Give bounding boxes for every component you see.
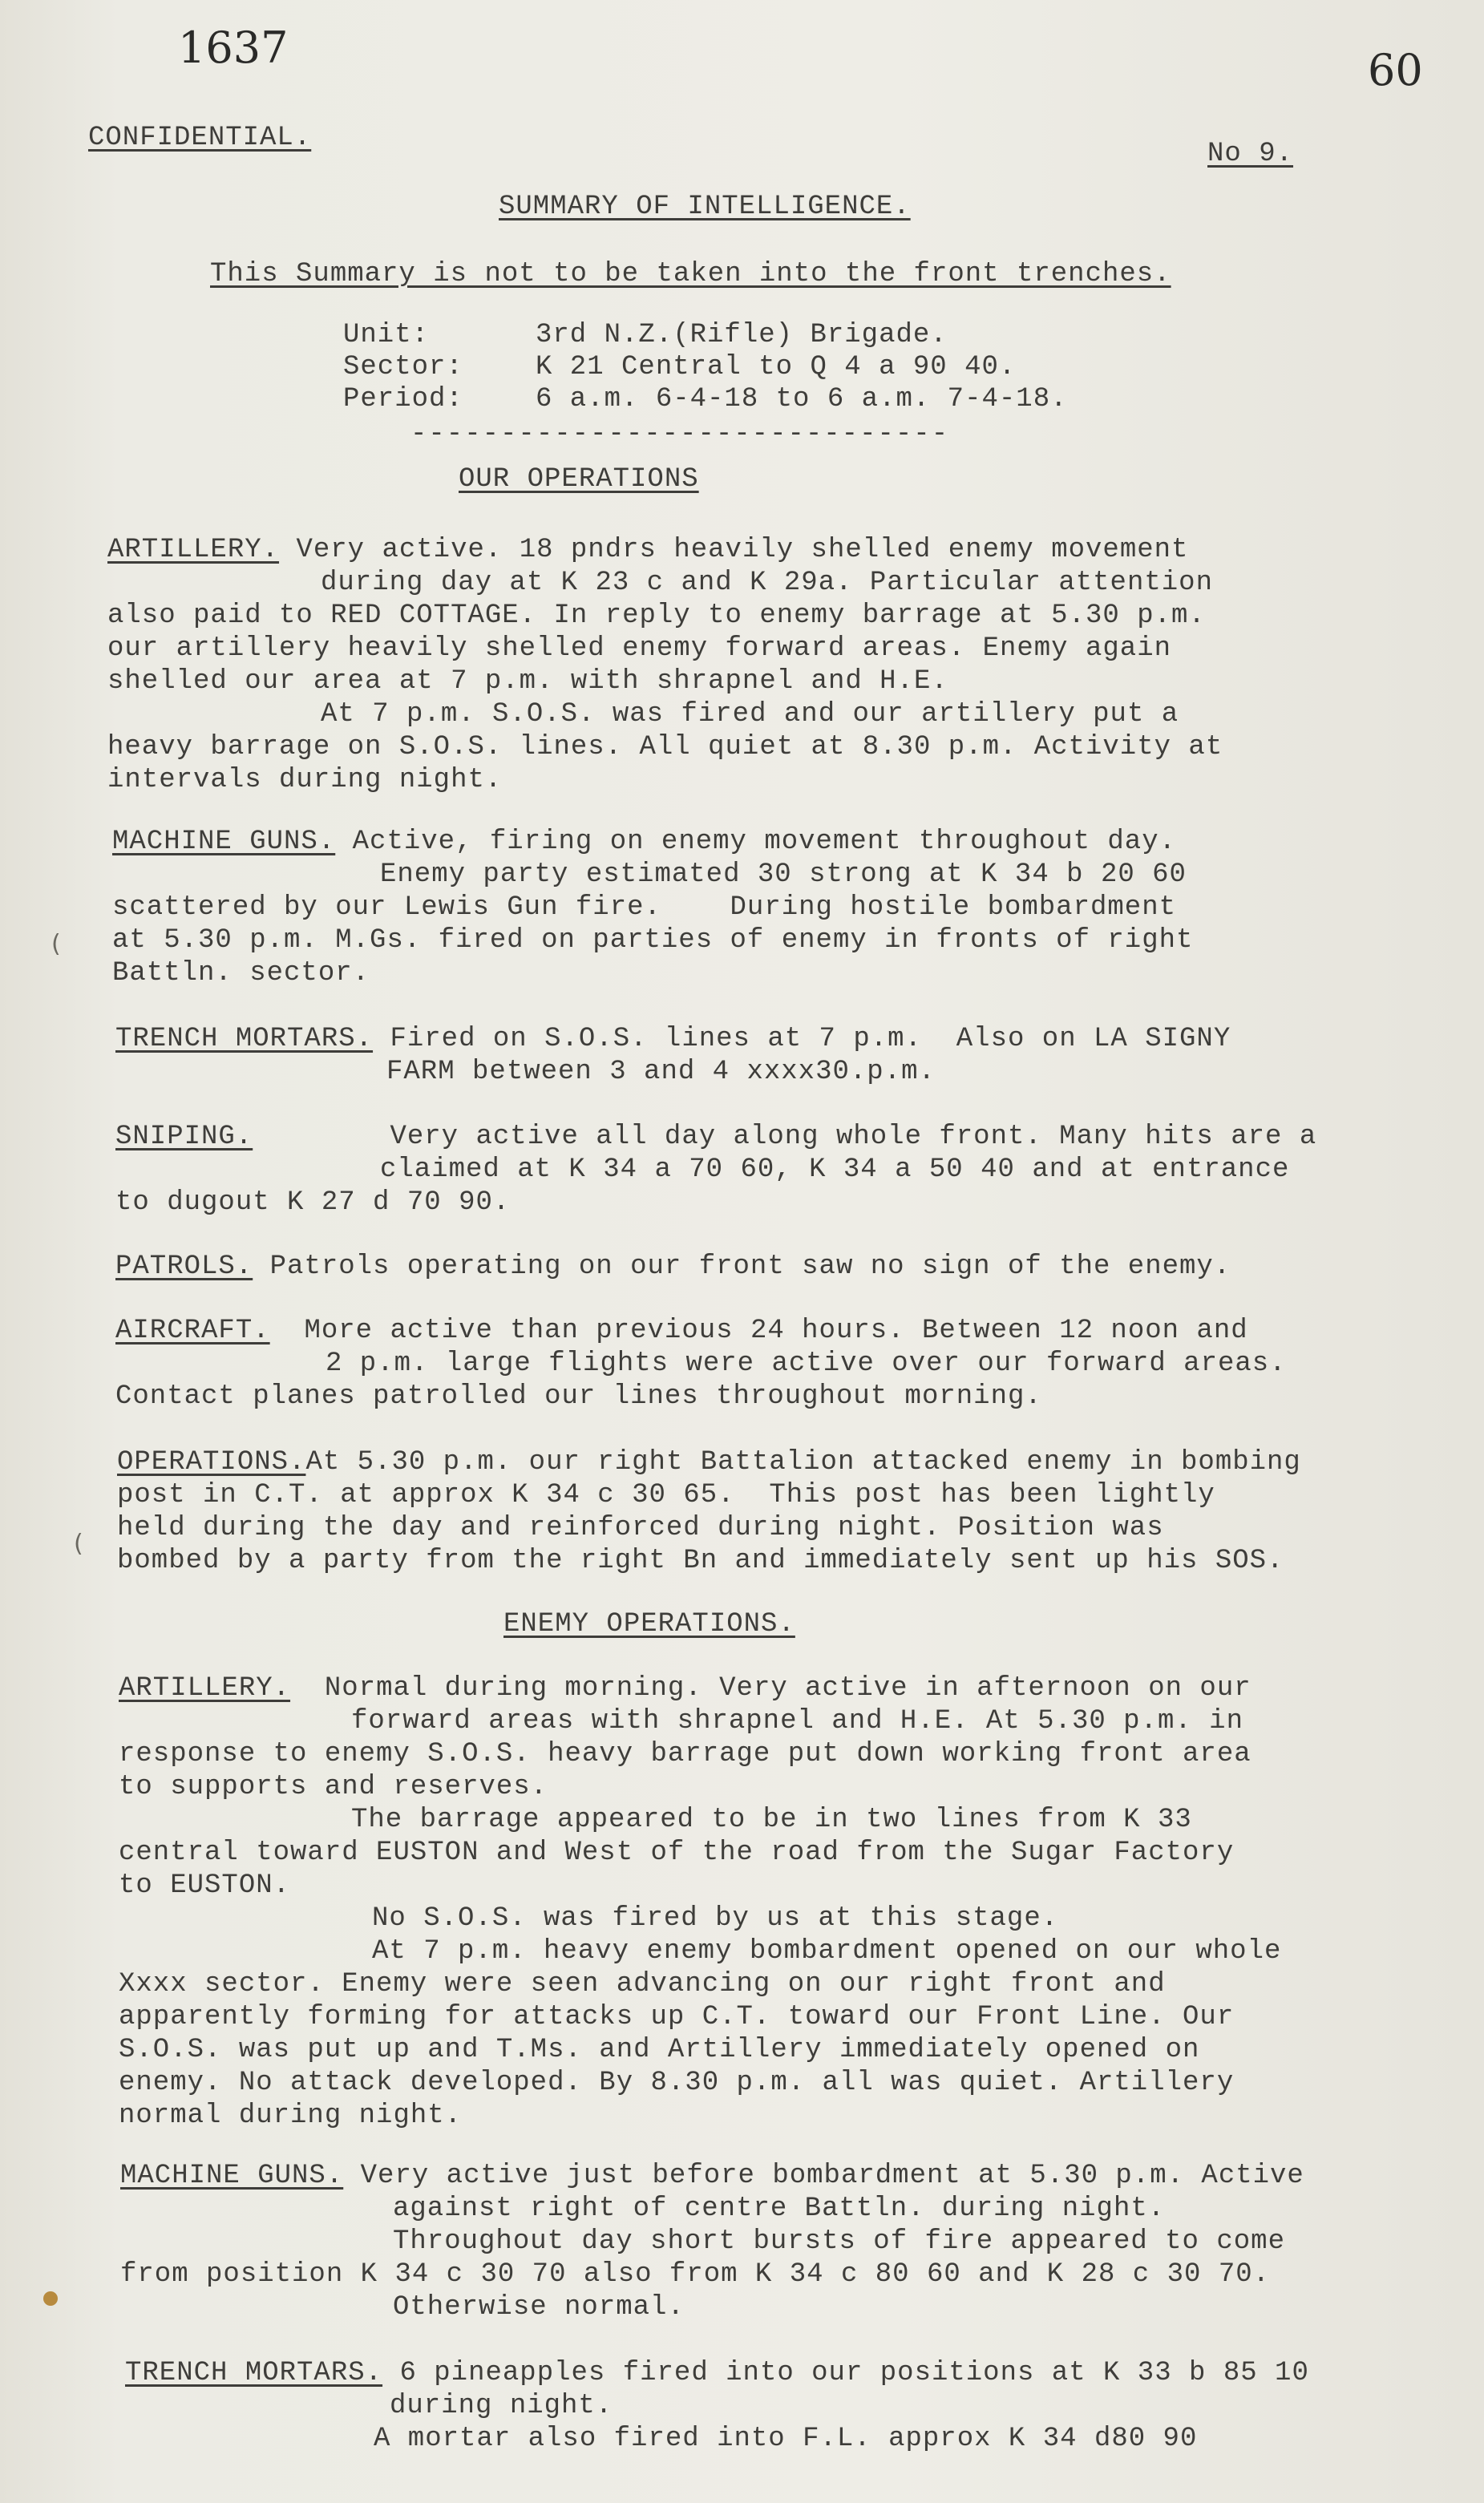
unit-label: Unit: — [343, 320, 430, 350]
distribution-notice: This Summary is not to be taken into the front trenches. — [210, 259, 1171, 289]
section-heading: TRENCH MORTARS. — [125, 2358, 383, 2388]
margin-mark: ( — [51, 930, 61, 958]
section-machine-guns-own: MACHINE GUNS. Active, firing on enemy movement throughout day. Enemy party estimated 30 strong at K 34 b 20 60 scattered by our Lewis Gun fire. During hostile bombardment at 5.30 p.m. M.Gs. fired on parties of enemy in fronts of right Battln. sector. — [112, 827, 1194, 989]
section-heading: TRENCH MORTARS. — [115, 1024, 374, 1054]
summary-number: No 9. — [1207, 139, 1294, 169]
sector-row — [343, 351, 1068, 383]
section-aircraft: AIRCRAFT. More active than previous 24 hours. Between 12 noon and 2 p.m. large flights were active over our forward areas. Contact planes patrolled our lines throughout morning. — [115, 1316, 1287, 1412]
margin-mark: ( — [74, 1530, 83, 1558]
punch-hole — [43, 2291, 58, 2306]
section-trench-mortars-enemy: TRENCH MORTARS. 6 pineapples fired into our positions at K 33 b 85 10 during night. A mortar also fired into F.L. approx K 34 d80 90 — [125, 2358, 1309, 2454]
separator-dashes: ------------------------------ — [410, 419, 950, 450]
handwritten-folio-right: 60 — [1368, 45, 1423, 95]
section-heading: ARTILLERY. — [119, 1673, 291, 1704]
period-label: Period: — [343, 384, 463, 414]
unit-row — [343, 319, 1068, 351]
section-artillery-enemy: ARTILLERY. Normal during morning. Very active in afternoon on our forward areas with shrapnel and H.E. At 5.30 p.m. in response to enemy S.O.S. heavy barrage put down working front area to supports and reserves. The barrage appeared to be in two lines from K 33 central toward EUSTON and West of the road from the Sugar Factory to EUSTON. No S.O.S. was fired by us at this stage. At 7 p.m. heavy enemy bombardment opened on our whole Xxxx sector. Enemy were seen advancing on our right front and apparently forming for attacks up C.T. toward our Front Line. Our S.O.S. was put up and T.Ms. and Artillery immediately opened on enemy. No attack developed. By 8.30 p.m. all was quiet. Artillery normal during night. — [119, 1673, 1282, 2131]
sector-label: Sector: — [343, 352, 463, 382]
section-heading: MACHINE GUNS. — [112, 827, 336, 857]
document-title: SUMMARY OF INTELLIGENCE. — [499, 192, 911, 222]
sector-value: K 21 Central to Q 4 a 90 40. — [536, 352, 1017, 382]
classification-label: CONFIDENTIAL. — [88, 123, 312, 153]
section-heading: MACHINE GUNS. — [120, 2161, 344, 2191]
handwritten-folio-left: 1637 — [178, 22, 289, 73]
section-patrols: PATROLS. Patrols operating on our front saw no sign of the enemy. — [115, 1252, 1231, 1282]
header-fields — [343, 319, 1068, 415]
our-operations-heading: OUR OPERATIONS — [459, 464, 699, 495]
section-trench-mortars-own: TRENCH MORTARS. Fired on S.O.S. lines at 7 p.m. Also on LA SIGNY FARM between 3 and 4 xxxx30.p.m. — [115, 1024, 1231, 1087]
section-heading: PATROLS. — [115, 1252, 253, 1282]
section-heading: SNIPING. — [115, 1122, 253, 1152]
section-heading: OPERATIONS. — [117, 1447, 306, 1478]
enemy-operations-heading: ENEMY OPERATIONS. — [503, 1609, 795, 1640]
period-row — [343, 383, 1068, 415]
section-heading: AIRCRAFT. — [115, 1316, 270, 1346]
section-operations: OPERATIONS.At 5.30 p.m. our right Battalion attacked enemy in bombing post in C.T. at approx K 34 c 30 65. This post has been lightly held during the day and reinforced during night. Position was bombed by a party from the right Bn and immediately sent up his SOS. — [117, 1447, 1301, 1576]
section-heading: ARTILLERY. — [107, 535, 280, 565]
section-machine-guns-enemy: MACHINE GUNS. Very active just before bombardment at 5.30 p.m. Active against right of centre Battln. during night. Throughout day short bursts of fire appeared to come from position K 34 c 30 70 also from K 34 c 80 60 and K 28 c 30 70. Otherwise normal. — [120, 2161, 1304, 2323]
unit-value: 3rd N.Z.(Rifle) Brigade. — [536, 320, 948, 350]
section-sniping: SNIPING. Very active all day along whole front. Many hits are a claimed at K 34 a 70 60, K 34 a 50 40 and at entrance to dugout K 27 d 70 90. — [115, 1122, 1317, 1218]
section-artillery-own: ARTILLERY. Very active. 18 pndrs heavily shelled enemy movement during day at K 23 c and K 29a. Particular attention also paid to RED COTTAGE. In reply to enemy barrage at 5.30 p.m. our artillery heavily shelled enemy forward areas. Enemy again shelled our area at 7 p.m. with shrapnel and H.E. At 7 p.m. S.O.S. was fired and our artillery put a heavy barrage on S.O.S. lines. All quiet at 8.30 p.m. Activity at intervals during night. — [107, 535, 1223, 795]
period-value: 6 a.m. 6-4-18 to 6 a.m. 7-4-18. — [536, 384, 1068, 414]
